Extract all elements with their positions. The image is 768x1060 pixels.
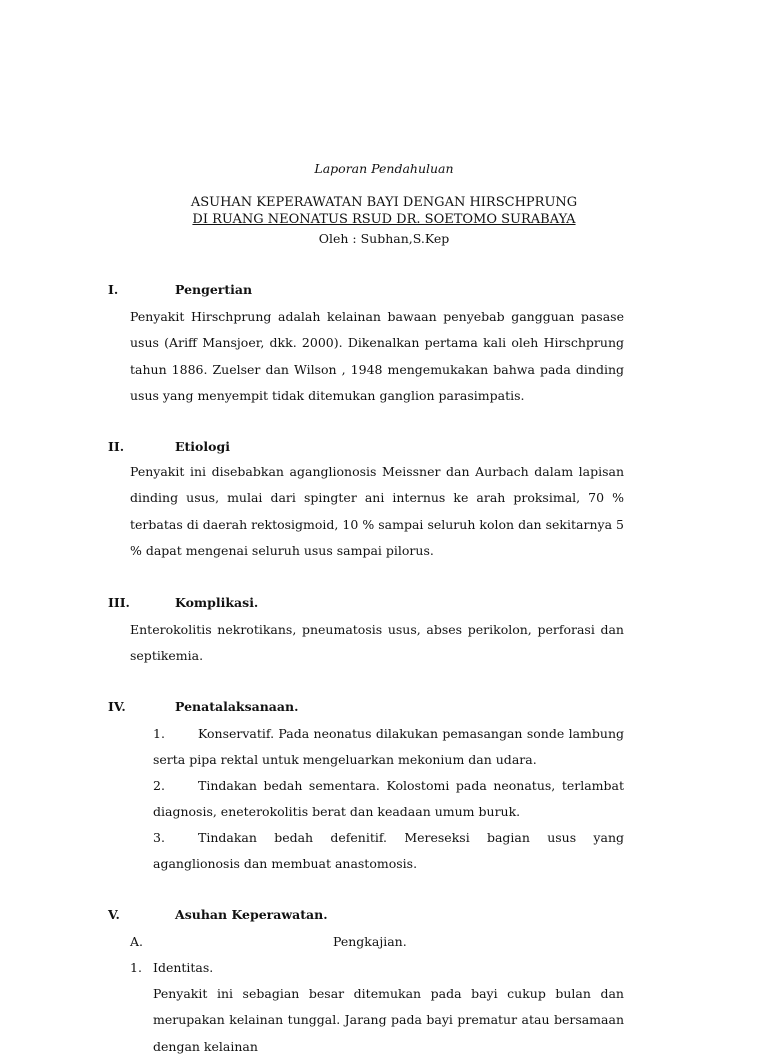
item-number: 1. xyxy=(130,960,142,975)
section-title: Etiologi xyxy=(175,439,230,454)
section-title: Pengertian xyxy=(175,282,253,297)
section-number: V. xyxy=(108,907,120,922)
section-paragraph: Penyakit Hirschprung adalah kelainan bawaan penyebab gangguan pasase usus (Ariff Mansjoer, dkk. 2000). Dikenalkan pertama kali oleh Hirschprung tahun 1886. Zuelser dan Wilson , 1948 mengemukakan bahwa pada dinding usus yang menyempit tidak ditemukan ganglion parasimpatis. xyxy=(130,309,624,403)
doc-author: Oleh : Subhan,S.Kep xyxy=(318,231,450,246)
subsection-letter: A. xyxy=(130,934,144,949)
section-number: III. xyxy=(108,595,130,610)
list-item xyxy=(153,773,624,826)
section-paragraph: Penyakit ini sebagian besar ditemukan pada bayi cukup bulan dan merupakan kelainan tunggal. Jarang pada bayi prematur atau bersamaan dengan kelainan xyxy=(153,986,624,1054)
section-title: Komplikasi. xyxy=(175,595,259,610)
list-item xyxy=(153,825,624,878)
item-title: Identitas. xyxy=(153,960,214,975)
section-paragraph: Penyakit ini disebabkan aganglionosis Meissner dan Aurbach dalam lapisan dinding usus, mulai dari spingter ani internus ke arah proksimal, 70 % terbatas di daerah rektosigmoid, 10 % sampai seluruh kolon dan sekitarnya 5 % dapat mengenai seluruh usus sampai pilorus. xyxy=(130,464,624,558)
section-number: I. xyxy=(108,282,119,297)
section-title: Asuhan Keperawatan. xyxy=(175,907,328,922)
section-number: IV. xyxy=(108,699,126,714)
list-item-number: 3. xyxy=(153,830,165,845)
doc-title-line2: DI RUANG NEONATUS RSUD DR. SOETOMO SURABAYA xyxy=(192,212,576,227)
list-item-text: Konservatif. Pada neonatus dilakukan pemasangan sonde lambung serta pipa rektal untuk mengeluarkan mekonium dan udara. xyxy=(153,726,624,768)
section-paragraph: Enterokolitis nekrotikans, pneumatosis usus, abses perikolon, perforasi dan septikemia. xyxy=(130,622,624,664)
list-item xyxy=(153,721,624,774)
list-item-text: Tindakan bedah defenitif. Mereseksi bagian usus yang aganglionosis dan membuat anastomosis. xyxy=(153,830,624,872)
list-item-number: 1. xyxy=(153,726,165,741)
doc-title-line1: ASUHAN KEPERAWATAN BAYI DENGAN HIRSCHPRUNG xyxy=(190,195,578,210)
section-number: II. xyxy=(108,439,125,454)
section-title: Penatalaksanaan. xyxy=(175,699,299,714)
doc-subtitle: Laporan Pendahuluan xyxy=(314,161,454,176)
subsection-title: Pengkajian. xyxy=(333,934,407,949)
list-item-number: 2. xyxy=(153,778,165,793)
list-item-text: Tindakan bedah sementara. Kolostomi pada neonatus, terlambat diagnosis, eneterokolitis berat dan keadaan umum buruk. xyxy=(153,778,624,820)
